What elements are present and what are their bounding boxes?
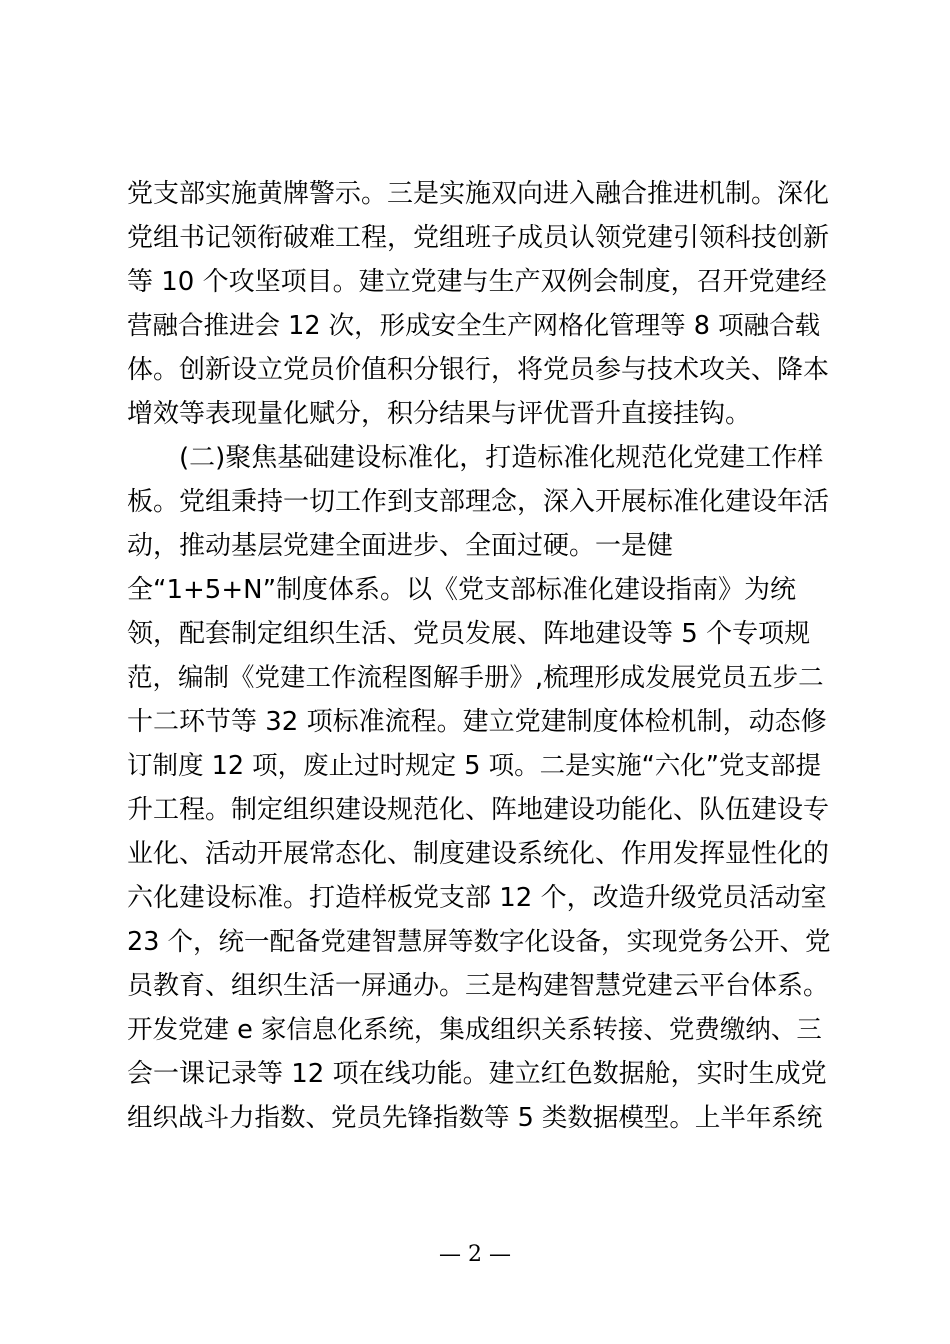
body-text (127, 172, 831, 1140)
text-line: 党支部实施黄牌警示。三是实施双向进入融合推进机制。深化 (127, 179, 830, 209)
text-line: 组织战斗力指数、党员先锋指数等 5 类数据模型。上半年系统 (127, 1103, 823, 1133)
text-line: 23 个，统一配备党建智慧屏等数字化设备，实现党务公开、党 (127, 927, 831, 957)
text-line: 营融合推进会 12 次，形成安全生产网格化管理等 8 项融合载 (127, 311, 821, 341)
section-heading-line: (二)聚焦基础建设标准化，打造标准化规范化党建工作样 (179, 443, 824, 473)
text-line: 动，推动基层党建全面进步、全面过硬。一是健 (127, 531, 674, 561)
text-line: 全“1+5+N”制度体系。以《党支部标准化建设指南》为统 (127, 575, 797, 605)
text-line: 员教育、组织生活一屏通办。三是构建智慧党建云平台体系。 (127, 971, 830, 1001)
text-line: 党组书记领衔破难工程，党组班子成员认领党建引领科技创新 (127, 223, 830, 253)
text-line: 业化、活动开展常态化、制度建设系统化、作用发挥显性化的 (127, 839, 830, 869)
text-line: 开发党建 e 家信息化系统，集成组织关系转接、党费缴纳、三 (127, 1015, 822, 1045)
text-line: 增效等表现量化赋分，积分结果与评优晋升直接挂钩。 (127, 399, 752, 429)
text-line: 十二环节等 32 项标准流程。建立党建制度体检机制，动态修 (127, 707, 827, 737)
text-line: 范，编制《党建工作流程图解手册》,梳理形成发展党员五步二 (127, 663, 824, 693)
text-line: 升工程。制定组织建设规范化、阵地建设功能化、队伍建设专 (127, 795, 830, 825)
text-line: 等 10 个攻坚项目。建立党建与生产双例会制度，召开党建经 (127, 267, 827, 297)
page-number: — 2 — (439, 1242, 511, 1267)
text-line: 订制度 12 项，废止过时规定 5 项。二是实施“六化”党支部提 (127, 751, 822, 781)
text-line: 体。创新设立党员价值积分银行，将党员参与技术攻关、降本 (127, 355, 830, 385)
text-line: 会一课记录等 12 项在线功能。建立红色数据舱，实时生成党 (127, 1059, 827, 1089)
text-line: 领，配套制定组织生活、党员发展、阵地建设等 5 个专项规 (127, 619, 811, 649)
text-line: 六化建设标准。打造样板党支部 12 个，改造升级党员活动室 (127, 883, 827, 913)
text-line: 板。党组秉持一切工作到支部理念，深入开展标准化建设年活 (127, 487, 830, 517)
